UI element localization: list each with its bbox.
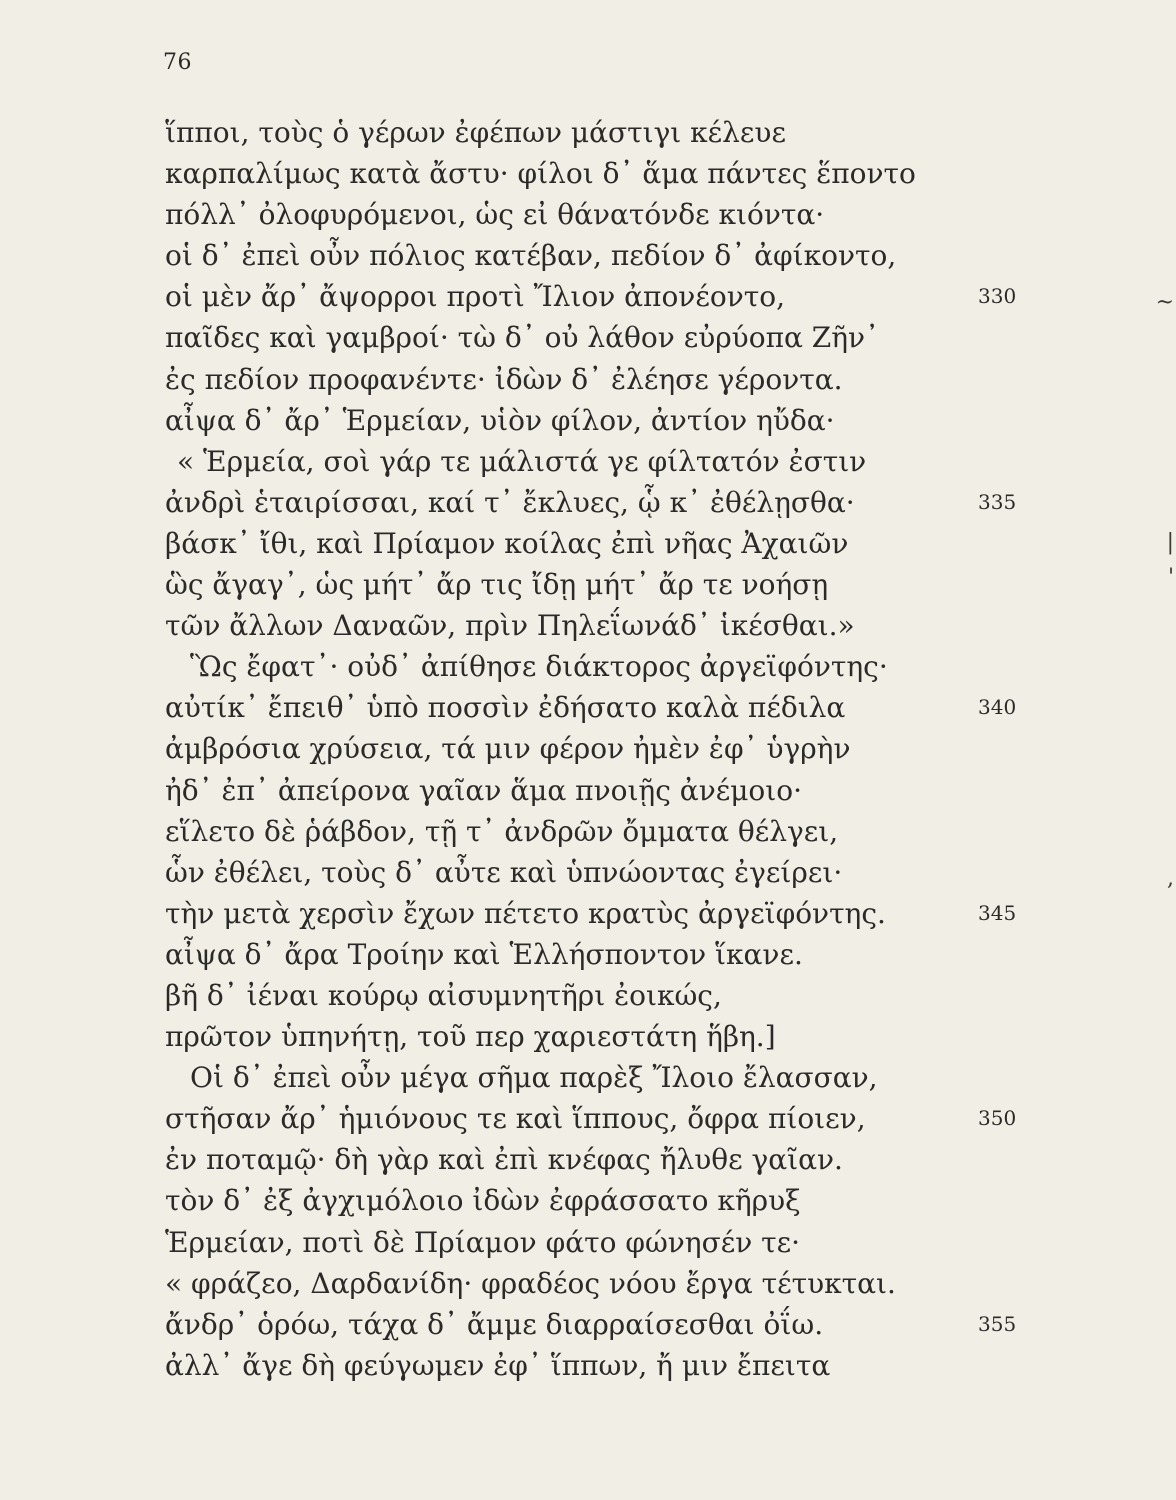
verse-text: Οἱ δ᾿ ἐπεὶ οὖν μέγα σῆμα παρὲξ Ἴλοιο ἔλασσαν, — [190, 1061, 878, 1095]
verse-line — [0, 441, 1176, 482]
verse-text: ἐν ποταμῷ· δὴ γὰρ καὶ ἐπὶ κνέφας ἤλυθε γαῖαν. — [165, 1143, 843, 1177]
verse-text: ὧν ἐθέλει, τοὺς δ᾿ αὖτε καὶ ὑπνώοντας ἐγείρει· — [165, 855, 843, 889]
verse-block — [0, 112, 1176, 1386]
verse-line — [0, 1263, 1176, 1304]
verse-text: Ἑρμείαν, ποτὶ δὲ Πρίαμον φάτο φώνησέν τε· — [165, 1225, 801, 1259]
verse-text: πρῶτον ὑπηνήτῃ, τοῦ περ χαριεστάτη ἥβη.] — [165, 1020, 776, 1054]
line-number: 345 — [978, 900, 1017, 925]
verse-text: στῆσαν ἄρ᾿ ἡμιόνους τε καὶ ἵππους, ὄφρα πίοιεν, — [165, 1102, 866, 1136]
verse-line — [0, 1180, 1176, 1221]
verse-text: ἀνδρὶ ἑταιρίσσαι, καί τ᾿ ἔκλυες, ᾧ κ᾿ ἐθέλῃσθα· — [165, 485, 855, 519]
verse-text: Ὣς ἔφατ᾿· οὐδ᾿ ἀπίθησε διάκτορος ἀργεϊφόντης· — [190, 650, 888, 684]
verse-text: οἱ δ᾿ ἐπεὶ οὖν πόλιος κατέβαν, πεδίον δ᾿ ἀφίκοντο, — [165, 239, 897, 273]
verse-line — [0, 400, 1176, 441]
verse-text: ἐς πεδίον προφανέντε· ἰδὼν δ᾿ ἐλέησε γέροντα. — [165, 362, 843, 396]
verse-text: αἶψα δ᾿ ἄρ᾿ Ἑρμείαν, υἱὸν φίλον, ἀντίον ηὔδα· — [165, 403, 835, 437]
verse-text: ἀλλ᾿ ἄγε δὴ φεύγωμεν ἐφ᾿ ἵππων, ἤ μιν ἔπειτα — [165, 1348, 831, 1382]
verse-text: εἵλετο δὲ ῥάβδον, τῇ τ᾿ ἀνδρῶν ὄμματα θέλγει, — [165, 814, 839, 848]
verse-text: καρπαλίμως κατὰ ἄστυ· φίλοι δ᾿ ἅμα πάντες ἕποντο — [165, 157, 916, 191]
line-number: 335 — [978, 489, 1017, 514]
verse-line — [0, 1139, 1176, 1180]
verse-line — [0, 564, 1176, 605]
verse-text: τὴν μετὰ χερσὶν ἔχων πέτετο κρατὺς ἀργεϊφόντης. — [165, 896, 886, 930]
edge-mark: | — [1166, 530, 1174, 555]
verse-line — [0, 728, 1176, 769]
verse-line — [0, 153, 1176, 194]
verse-line — [0, 523, 1176, 564]
verse-line — [0, 1057, 1176, 1098]
verse-text: αἶψα δ᾿ ἄρα Τροίην καὶ Ἑλλήσποντον ἵκανε. — [165, 937, 803, 971]
line-number: 350 — [978, 1106, 1017, 1131]
verse-text: βάσκ᾿ ἴθι, καὶ Πρίαμον κοίλας ἐπὶ νῆας Ἀχαιῶν — [165, 526, 849, 560]
verse-line — [0, 194, 1176, 235]
verse-line — [0, 1098, 1176, 1139]
verse-line — [0, 770, 1176, 811]
verse-line — [0, 646, 1176, 687]
line-number: 330 — [978, 284, 1017, 309]
verse-line — [0, 934, 1176, 975]
edge-mark: ' — [1167, 565, 1174, 590]
verse-text: ἄνδρ᾿ ὁρόω, τάχα δ᾿ ἄμμε διαρραίσεσθαι ὀΐω. — [165, 1307, 824, 1341]
verse-line — [0, 359, 1176, 400]
verse-text: τῶν ἄλλων Δαναῶν, πρὶν Πηλεΐωνάδ᾿ ἱκέσθαι.» — [165, 609, 855, 643]
edge-mark: ~ — [1155, 290, 1174, 315]
verse-text: πόλλ᾿ ὀλοφυρόμενοι, ὡς εἰ θάνατόνδε κιόντα· — [165, 198, 825, 232]
verse-line — [0, 605, 1176, 646]
verse-text: βῆ δ᾿ ἰέναι κούρῳ αἰσυμνητῆρι ἐοικώς, — [165, 978, 722, 1012]
verse-line — [0, 852, 1176, 893]
verse-text: τὸν δ᾿ ἐξ ἀγχιμόλοιο ἰδὼν ἐφράσσατο κῆρυξ — [165, 1184, 801, 1218]
verse-line — [0, 1016, 1176, 1057]
verse-text: « Ἑρμεία, σοὶ γάρ τε μάλιστά γε φίλτατόν ἐστιν — [177, 444, 867, 478]
verse-text: ἀμβρόσια χρύσεια, τά μιν φέρον ἠμὲν ἐφ᾿ ὑγρὴν — [165, 732, 851, 766]
edge-mark: , — [1167, 866, 1174, 891]
verse-text: ἠδ᾿ ἐπ᾿ ἀπείρονα γαῖαν ἅμα πνοιῇς ἀνέμοιο· — [165, 773, 803, 807]
verse-line — [0, 1222, 1176, 1263]
verse-line — [0, 235, 1176, 276]
verse-line — [0, 975, 1176, 1016]
verse-text: οἱ μὲν ἄρ᾿ ἄψορροι προτὶ Ἴλιον ἀπονέοντο, — [165, 280, 785, 314]
verse-line — [0, 1345, 1176, 1386]
verse-text: ἵπποι, τοὺς ὁ γέρων ἐφέπων μάστιγι κέλευε — [165, 116, 786, 149]
line-number: 340 — [978, 695, 1017, 720]
verse-line — [0, 1304, 1176, 1345]
verse-line — [0, 811, 1176, 852]
verse-line — [0, 687, 1176, 728]
verse-line — [0, 482, 1176, 523]
verse-text: παῖδες καὶ γαμβροί· τὼ δ᾿ οὐ λάθον εὐρύοπα Ζῆν᾿ — [165, 321, 880, 355]
verse-line — [0, 112, 1176, 153]
verse-line — [0, 893, 1176, 934]
verse-text: « φράζεο, Δαρδανίδη· φραδέος νόου ἔργα τέτυκται. — [165, 1266, 896, 1300]
verse-line — [0, 317, 1176, 358]
verse-text: ὣς ἄγαγ᾿, ὡς μήτ᾿ ἄρ τις ἴδῃ μήτ᾿ ἄρ τε νοήσῃ — [165, 568, 829, 602]
verse-text: αὐτίκ᾿ ἔπειθ᾿ ὑπὸ ποσσὶν ἐδήσατο καλὰ πέδιλα — [165, 691, 846, 725]
page-number: 76 — [163, 50, 192, 75]
line-number: 355 — [978, 1311, 1017, 1336]
verse-line — [0, 276, 1176, 317]
